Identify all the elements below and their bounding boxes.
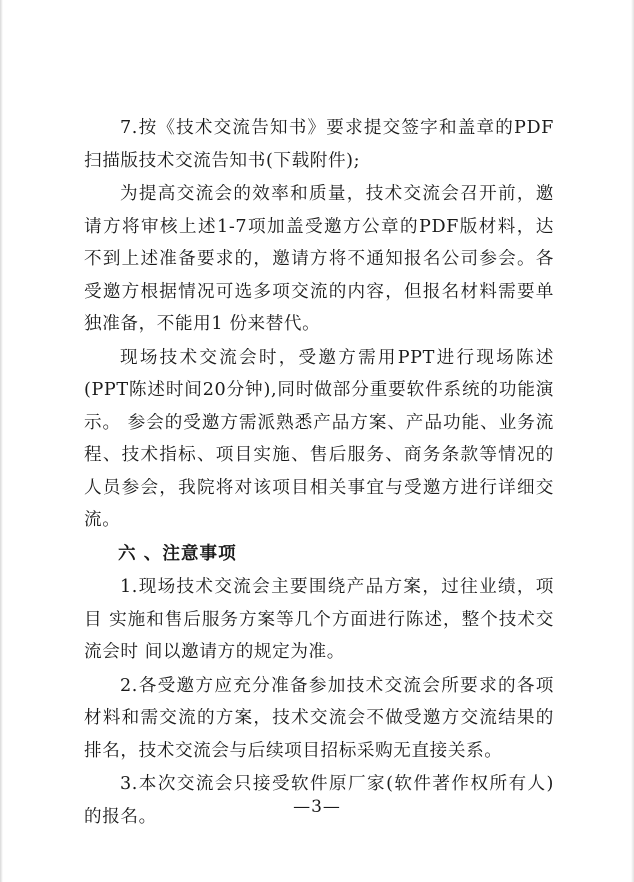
paragraph-note-3: 3.本次交流会只接受软件原厂家(软件著作权所有人) 的报名。 (84, 774, 554, 827)
page-edge-shadow-left (0, 0, 3, 882)
paragraph-note-2: 2.各受邀方应充分准备参加技术交流会所要求的各项材料和需交流的方案，技术交流会不做受邀方交流结果的排名，技术交流会与后续项目招标采购无直接关系。 (84, 675, 554, 761)
paragraph-onsite-note: 现场技术交流会时，受邀方需用PPT进行现场陈述 (PPT陈述时间20分钟),同时做部分重要软件系统的功能演示。 参会的受邀方需派熟悉产品方案、产品功能、业务流程、技术指标、项目实施、售后服务、商务条款等情况的人员参会，我院将对该项目相关事宜与受邀方进行详细交流。 (84, 347, 554, 530)
document-body (84, 112, 554, 833)
paragraph-review-note: 为提高交流会的效率和质量，技术交流会召开前，邀请方将审核上述1-7项加盖受邀方公章的PDF版材料，达不到上述准备要求的，邀请方将不通知报名公司参会。各受邀方根据情况可选多项交流的内容，但报名材料需要单独准备，不能用1 份来替代。 (84, 184, 554, 334)
section-heading-notes: 六 、注意事项 (118, 543, 237, 564)
paragraph-item-7: 7.按《技术交流告知书》要求提交签字和盖章的PDF扫描版技术交流告知书(下载附件); (84, 118, 554, 171)
page-number: —3— (293, 797, 341, 817)
paragraph-note-1: 1.现场技术交流会主要围绕产品方案，过往业绩，项目 实施和售后服务方案等几个方面进行陈述，整个技术交流会时 间以邀请方的规定为准。 (84, 577, 554, 662)
